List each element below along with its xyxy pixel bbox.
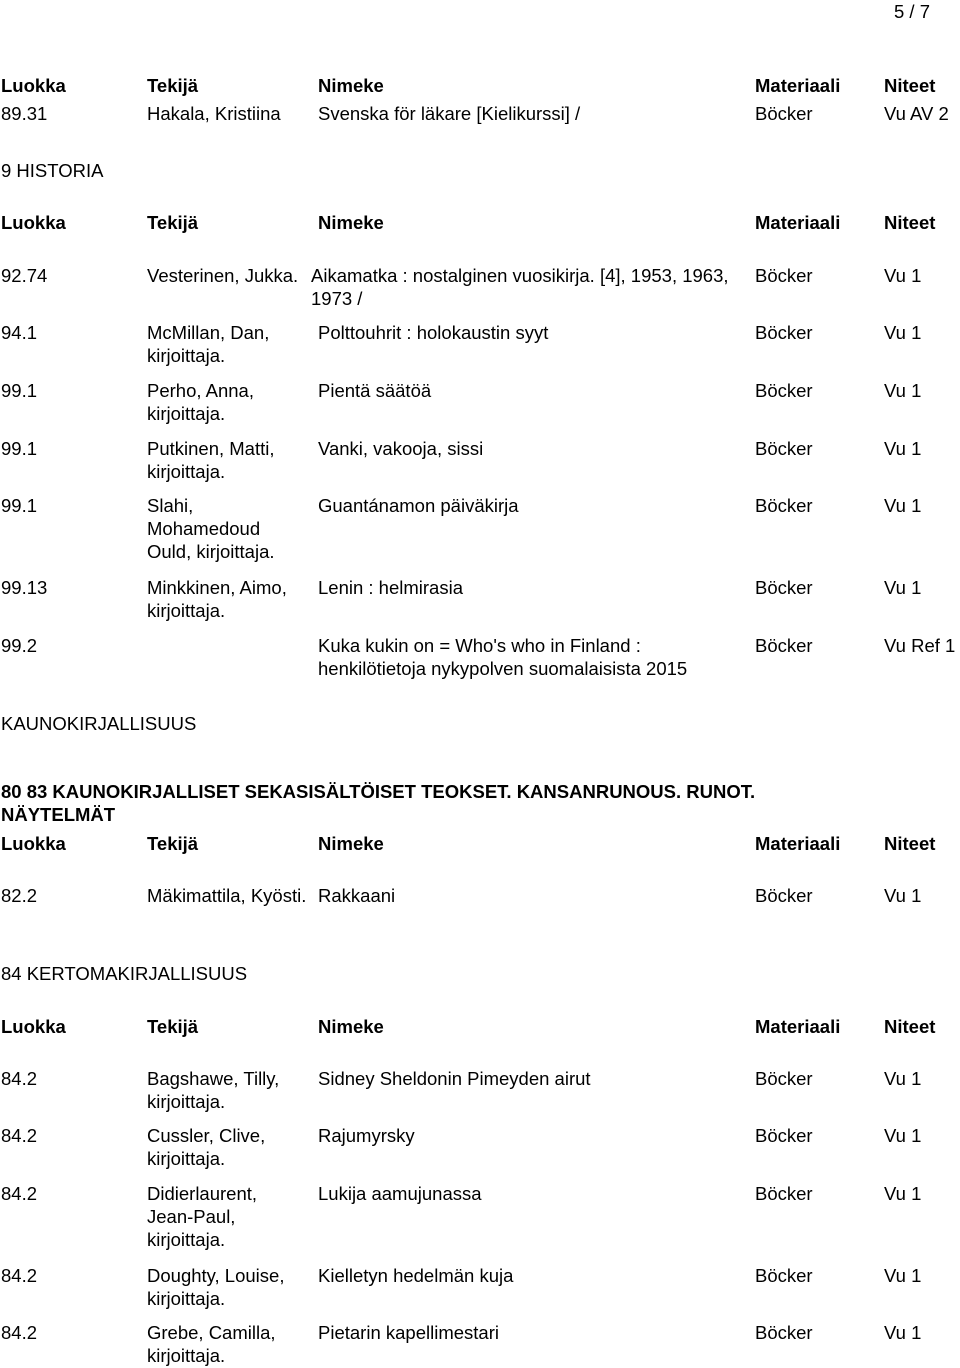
cell-nimeke: Rakkaani xyxy=(318,885,396,906)
col-nimeke: Nimeke xyxy=(318,212,384,233)
cell-luokka: 84.2 xyxy=(1,1183,38,1204)
cell-tekija: Hakala, Kristiina xyxy=(147,103,281,124)
col-tekija: Tekijä xyxy=(147,212,199,233)
cell-luokka: 99.1 xyxy=(1,438,38,459)
cell-tekija: Didierlaurent, Jean-Paul, kirjoittaja. xyxy=(147,1183,258,1250)
cell-luokka: 92.74 xyxy=(1,265,48,286)
cell-materiaali: Böcker xyxy=(755,1125,813,1146)
cell-luokka: 94.1 xyxy=(1,322,38,343)
cell-niteet: Vu Ref 1 xyxy=(884,635,956,656)
cell-tekija: Slahi, Mohamedoud Ould, kirjoittaja. xyxy=(147,495,275,562)
col-luokka: Luokka xyxy=(1,1016,66,1037)
cell-tekija: Minkkinen, Aimo, kirjoittaja. xyxy=(147,577,287,621)
cell-tekija: Vesterinen, Jukka. xyxy=(147,265,299,286)
cell-materiaali: Böcker xyxy=(755,322,813,343)
cell-tekija: Doughty, Louise, kirjoittaja. xyxy=(147,1265,285,1309)
cell-nimeke: Pientä säätöä xyxy=(318,380,432,401)
cell-niteet: Vu 1 xyxy=(884,1322,922,1343)
cell-luokka: 82.2 xyxy=(1,885,38,906)
cell-materiaali: Böcker xyxy=(755,1183,813,1204)
cell-nimeke: Vanki, vakooja, sissi xyxy=(318,438,484,459)
cell-tekija: Grebe, Camilla, kirjoittaja. xyxy=(147,1322,276,1366)
cell-nimeke: Kielletyn hedelmän kuja xyxy=(318,1265,514,1286)
cell-materiaali: Böcker xyxy=(755,1068,813,1089)
section-heading-kertomakirjallisuus: 84 KERTOMAKIRJALLISUUS xyxy=(1,963,248,984)
cell-niteet: Vu 1 xyxy=(884,495,922,516)
col-materiaali: Materiaali xyxy=(755,212,841,233)
cell-tekija: Cussler, Clive, kirjoittaja. xyxy=(147,1125,266,1169)
cell-nimeke: Lukija aamujunassa xyxy=(318,1183,482,1204)
col-niteet: Niteet xyxy=(884,212,936,233)
cell-niteet: Vu 1 xyxy=(884,577,922,598)
cell-luokka: 99.1 xyxy=(1,495,38,516)
cell-luokka: 99.13 xyxy=(1,577,48,598)
cell-nimeke: Sidney Sheldonin Pimeyden airut xyxy=(318,1068,591,1089)
cell-niteet: Vu 1 xyxy=(884,438,922,459)
col-materiaali: Materiaali xyxy=(755,1016,841,1037)
cell-niteet: Vu AV 2 xyxy=(884,103,949,124)
cell-luokka: 99.1 xyxy=(1,380,38,401)
cell-materiaali: Böcker xyxy=(755,103,813,124)
cell-nimeke: Lenin : helmirasia xyxy=(318,577,463,598)
col-tekija: Tekijä xyxy=(147,1016,199,1037)
cell-nimeke: Rajumyrsky xyxy=(318,1125,415,1146)
cell-nimeke: Polttouhrit : holokaustin syyt xyxy=(318,322,549,343)
col-tekija: Tekijä xyxy=(147,833,199,854)
cell-niteet: Vu 1 xyxy=(884,380,922,401)
page-number: 5 / 7 xyxy=(894,1,930,22)
cell-nimeke: Kuka kukin on = Who's who in Finland : henkilötietoja nykypolven suomalaisista 2015 xyxy=(318,635,688,679)
col-nimeke: Nimeke xyxy=(318,1016,384,1037)
col-nimeke: Nimeke xyxy=(318,75,384,96)
cell-tekija: Mäkimattila, Kyösti. xyxy=(147,885,307,906)
cell-materiaali: Böcker xyxy=(755,380,813,401)
cell-niteet: Vu 1 xyxy=(884,265,922,286)
section-heading-historia: 9 HISTORIA xyxy=(1,160,104,181)
section-heading-kaunokirjallisuus: KAUNOKIRJALLISUUS xyxy=(1,713,197,734)
cell-materiaali: Böcker xyxy=(755,1265,813,1286)
cell-nimeke: Aikamatka : nostalginen vuosikirja. [4], 1953, 1963, 1973 / xyxy=(311,265,729,309)
cell-niteet: Vu 1 xyxy=(884,885,922,906)
cell-luokka: 89.31 xyxy=(1,103,48,124)
cell-nimeke: Guantánamon päiväkirja xyxy=(318,495,519,516)
cell-niteet: Vu 1 xyxy=(884,1125,922,1146)
cell-materiaali: Böcker xyxy=(755,885,813,906)
cell-materiaali: Böcker xyxy=(755,495,813,516)
cell-tekija: McMillan, Dan, kirjoittaja. xyxy=(147,322,270,366)
col-niteet: Niteet xyxy=(884,833,936,854)
col-tekija: Tekijä xyxy=(147,75,199,96)
cell-tekija: Putkinen, Matti, kirjoittaja. xyxy=(147,438,275,482)
cell-nimeke: Pietarin kapellimestari xyxy=(318,1322,499,1343)
cell-tekija: Perho, Anna, kirjoittaja. xyxy=(147,380,254,424)
cell-luokka: 84.2 xyxy=(1,1322,38,1343)
col-luokka: Luokka xyxy=(1,833,66,854)
cell-materiaali: Böcker xyxy=(755,438,813,459)
col-materiaali: Materiaali xyxy=(755,75,841,96)
cell-niteet: Vu 1 xyxy=(884,1068,922,1089)
col-niteet: Niteet xyxy=(884,1016,936,1037)
col-niteet: Niteet xyxy=(884,75,936,96)
cell-niteet: Vu 1 xyxy=(884,1265,922,1286)
cell-niteet: Vu 1 xyxy=(884,1183,922,1204)
cell-nimeke: Svenska för läkare [Kielikurssi] / xyxy=(318,103,581,124)
cell-luokka: 99.2 xyxy=(1,635,38,656)
cell-materiaali: Böcker xyxy=(755,265,813,286)
section-heading-sekasisaltoiset: 80 83 KAUNOKIRJALLISET SEKASISÄLTÖISET TEOKSET. KANSANRUNOUS. RUNOT. NÄYTELMÄT xyxy=(1,781,756,825)
cell-luokka: 84.2 xyxy=(1,1265,38,1286)
cell-materiaali: Böcker xyxy=(755,577,813,598)
cell-tekija: Bagshawe, Tilly, kirjoittaja. xyxy=(147,1068,280,1112)
cell-niteet: Vu 1 xyxy=(884,322,922,343)
col-materiaali: Materiaali xyxy=(755,833,841,854)
col-luokka: Luokka xyxy=(1,212,66,233)
cell-materiaali: Böcker xyxy=(755,1322,813,1343)
cell-materiaali: Böcker xyxy=(755,635,813,656)
col-nimeke: Nimeke xyxy=(318,833,384,854)
cell-luokka: 84.2 xyxy=(1,1068,38,1089)
col-luokka: Luokka xyxy=(1,75,66,96)
cell-luokka: 84.2 xyxy=(1,1125,38,1146)
